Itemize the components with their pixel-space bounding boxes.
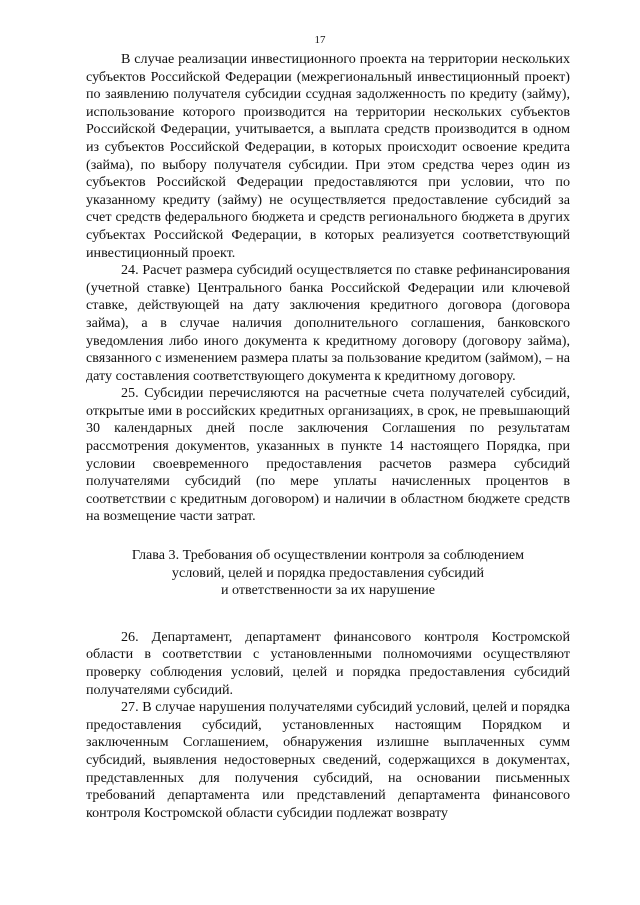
document-body bbox=[86, 51, 570, 822]
paragraph-26: 26. Департамент, департамент финансового контроля Костромской области в соответствии с установленными полномочиями осуществляют проверку соблюдения условий, целей и порядка предоставления субсидий получателями субсидий. bbox=[86, 628, 570, 698]
paragraph-interregional-project: В случае реализации инвестиционного проекта на территории нескольких субъектов Российской Федерации (межрегиональный инвестиционный проект) по заявлению получателя субсидии ссудная задолженность по кредиту (займу), использование которого производится на территории нескольких субъектов Российской Федерации, учитывается, а выплата средств производится в одном из субъектов Российской Федерации, в которых происходит освоение кредита (займа), по выбору получателя субсидии. При этом средства через один из субъектов Российской Федерации предоставляются при условии, что по указанному кредиту (займу) не осуществляется предоставление субсидий за счет средств федерального бюджета и средств регионального бюджета в других субъектах Российской Федерации, в которых реализуется соответствующий инвестиционный проект. bbox=[86, 51, 570, 261]
chapter-heading-line-2: условий, целей и порядка предоставления субсидий bbox=[171, 564, 485, 581]
page-number: 17 bbox=[314, 34, 326, 46]
paragraph-25: 25. Субсидии перечисляются на расчетные счета получателей субсидий, открытые ими в российских кредитных организациях, в срок, не превышающий 30 календарных дней после заключения Соглашения по результатам рассмотрения документов, указанных в пункте 14 настоящего Порядка, при условии своевременного предоставления расчетов размера субсидий получателями субсидий (по мере уплаты начисленных процентов в соответствии с кредитным договором) и наличии в областном бюджете средств на возмещение части затрат. bbox=[86, 385, 570, 525]
chapter-heading-line-3: и ответственности за их нарушение bbox=[220, 582, 436, 599]
paragraph-24: 24. Расчет размера субсидий осуществляется по ставке рефинансирования (учетной ставке) Центрального банка Российской Федерации или ключевой ставке, действующей на дату заключения кредитного договора (договора займа), а в случае наличия дополнительного соглашения, банковского уведомления либо иного документа к кредитному договору (договору займа), связанного с изменением размера платы за пользование кредитом (займом), – на дату составления соответствующего документа к кредитному договору. bbox=[86, 262, 570, 384]
chapter-heading bbox=[86, 547, 570, 600]
paragraph-27: 27. В случае нарушения получателями субсидий условий, целей и порядка предоставления субсидий, установленных настоящим Порядком и заключенным Соглашением, обнаружения излишне выплаченных сумм субсидий, выявления недостоверных сведений, содержащихся в документах, представленных для получения субсидий, на основании письменных требований департамента или представлений департамента финансового контроля Костромской области субсидии подлежат возврату bbox=[86, 699, 570, 821]
chapter-heading-line-1: Глава 3. Требования об осуществлении контроля за соблюдением bbox=[131, 547, 525, 564]
